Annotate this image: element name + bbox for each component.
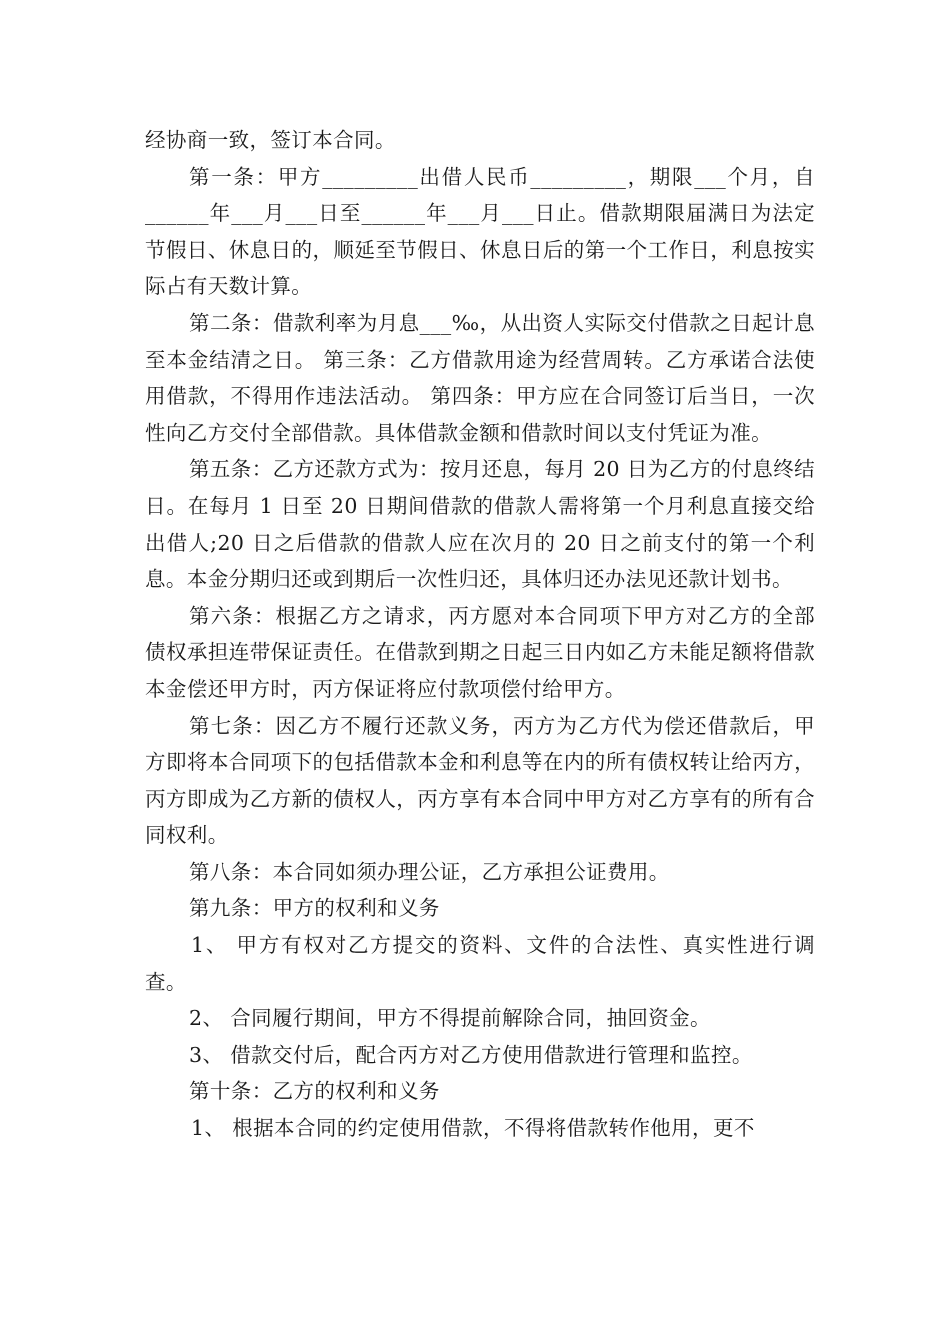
contract-body — [145, 122, 815, 1147]
paragraph-article-1: 第一条：甲方_________出借人民币_________，期限___个月，自______年___月___日至______年___月___日止。借款期限届满日为法定节假日、休息日的，顺延至节假日、休息日后的第一个工作日，利息按实际占有天数计算。 — [145, 164, 815, 299]
paragraph-intro: 经协商一致，签订本合同。 — [145, 128, 396, 152]
paragraph-article-9-item-1: 1、 甲方有权对乙方提交的资料、文件的合法性、真实性进行调查。 — [145, 933, 815, 994]
paragraph-article-9-heading: 第九条：甲方的权利和义务 — [189, 896, 440, 921]
paragraph-article-5: 第五条：乙方还款方式为：按月还息，每月 20 日为乙方的付息终结日。在每月 1 日至 20 日期间借款的借款人需将第一个月利息直接交给出借人;20 日之后借款的借款人应在次月的 20 日之前支付的第一个利息。本金分期归还或到期后一次性归还，具体归还办法见还款计划书。 — [145, 457, 815, 592]
paragraph-article-9-item-2: 2、 合同履行期间，甲方不得提前解除合同，抽回资金。 — [189, 1006, 711, 1031]
paragraph-article-2-4: 第二条：借款利率为月息___‰，从出资人实际交付借款之日起计息至本金结清之日。 第三条：乙方借款用途为经营周转。乙方承诺合法使用借款，不得用作违法活动。 第四条：甲方应在合同签订后当日，一次性向乙方交付全部借款。具体借款金额和借款时间以支付凭证为准。 — [145, 310, 815, 445]
paragraph-article-8: 第八条：本合同如须办理公证，乙方承担公证费用。 — [189, 859, 670, 884]
paragraph-article-6: 第六条：根据乙方之请求，丙方愿对本合同项下甲方对乙方的全部债权承担连带保证责任。在借款到期之日起三日内如乙方未能足额将借款本金偿还甲方时，丙方保证将应付款项偿付给甲方。 — [145, 603, 815, 701]
paragraph-article-7: 第七条：因乙方不履行还款义务，丙方为乙方代为偿还借款后，甲方即将本合同项下的包括借款本金和利息等在内的所有债权转让给丙方，丙方即成为乙方新的债权人，丙方享有本合同中甲方对乙方享有的所有合同权利。 — [145, 713, 815, 848]
paragraph-article-9-item-3: 3、 借款交付后，配合丙方对乙方使用借款进行管理和监控。 — [189, 1042, 753, 1067]
paragraph-article-10-heading: 第十条：乙方的权利和义务 — [189, 1079, 440, 1104]
paragraph-article-10-item-1: 1、 根据本合同的约定使用借款，不得将借款转作他用，更不 — [191, 1116, 755, 1141]
